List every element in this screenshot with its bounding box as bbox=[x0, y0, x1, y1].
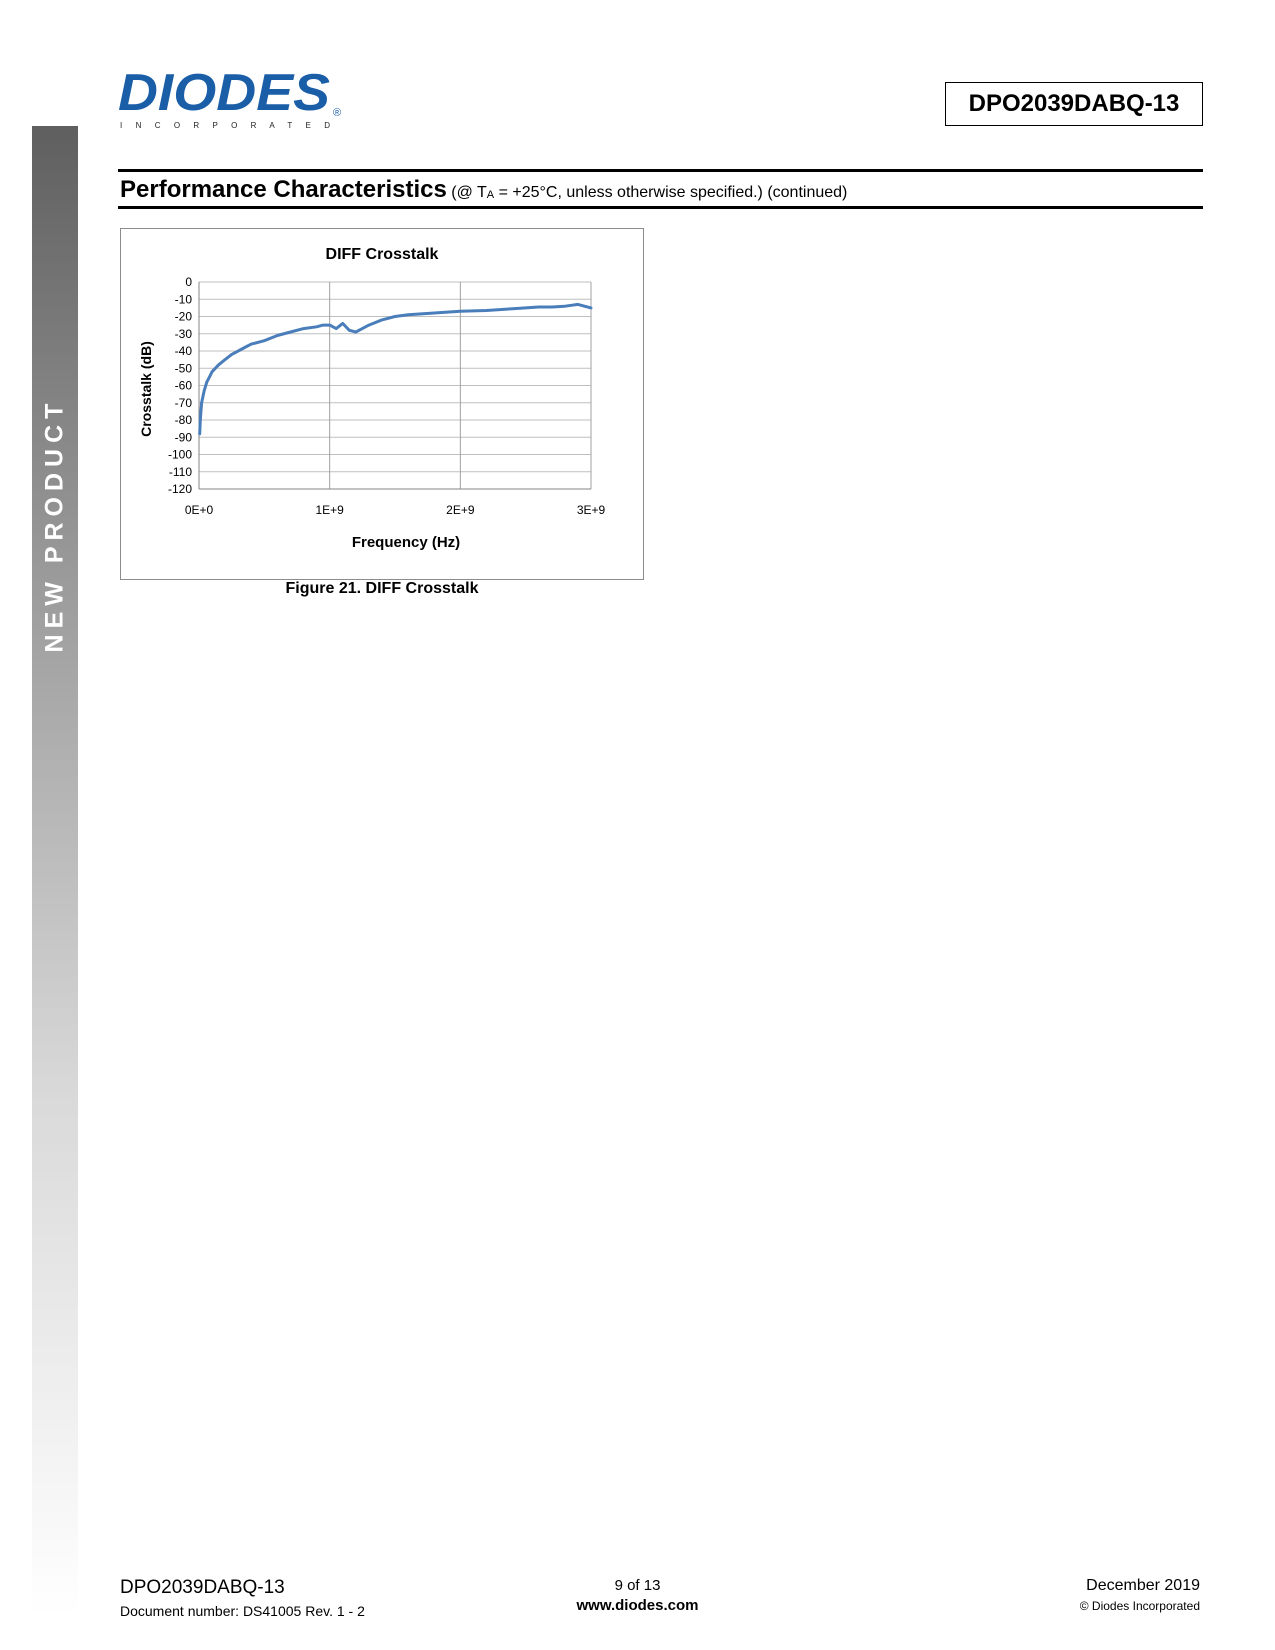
new-product-side-bar bbox=[32, 126, 78, 1616]
logo-tagline: I N C O R P O R A T E D bbox=[120, 121, 330, 130]
x-tick-label: 3E+9 bbox=[576, 503, 606, 517]
crosstalk-series-line bbox=[200, 304, 591, 433]
section-condition-prefix: (@ T bbox=[451, 184, 487, 201]
section-condition-suffix: = +25°C, unless otherwise specified.) (continued) bbox=[494, 184, 848, 201]
chart-tick-labels bbox=[168, 275, 606, 517]
chart-y-axis-label: Crosstalk (dB) bbox=[138, 341, 154, 437]
y-tick-label: -20 bbox=[174, 309, 192, 324]
chart-title: DIFF Crosstalk bbox=[325, 246, 439, 263]
figure-caption: Figure 21. DIFF Crosstalk bbox=[285, 580, 479, 597]
footer-part-number: DPO2039DABQ-13 bbox=[120, 1577, 285, 1598]
title-rule-top bbox=[118, 169, 1203, 172]
footer-date: December 2019 bbox=[1086, 1577, 1200, 1594]
chart-series bbox=[200, 304, 591, 433]
y-tick-label: -80 bbox=[174, 413, 192, 427]
new-product-label: NEW PRODUCT bbox=[40, 397, 69, 653]
x-tick-label: 0E+0 bbox=[184, 503, 214, 517]
y-tick-label: -120 bbox=[167, 482, 192, 496]
diodes-logo bbox=[118, 66, 348, 130]
y-tick-label: -30 bbox=[174, 326, 192, 341]
chart-canvas bbox=[121, 229, 643, 579]
y-tick-label: -50 bbox=[174, 361, 192, 376]
x-tick-label: 1E+9 bbox=[315, 503, 344, 517]
y-tick-label: -60 bbox=[174, 378, 192, 393]
y-tick-label: -40 bbox=[174, 344, 192, 358]
y-tick-label: -10 bbox=[174, 292, 192, 307]
title-rule-bottom bbox=[118, 206, 1203, 209]
y-tick-label: -100 bbox=[167, 447, 192, 462]
crosstalk-chart bbox=[120, 228, 644, 580]
chart-grid bbox=[199, 282, 591, 489]
section-heading: Performance Characteristics bbox=[120, 176, 447, 203]
y-tick-label: -90 bbox=[174, 430, 192, 445]
y-tick-label: -110 bbox=[168, 464, 192, 479]
logo-registered-mark: ® bbox=[333, 107, 342, 119]
logo-wordmark: DIODES bbox=[118, 66, 331, 122]
section-title bbox=[120, 176, 847, 204]
footer-document-number: Document number: DS41005 Rev. 1 - 2 bbox=[120, 1603, 365, 1619]
chart-x-axis-label: Frequency (Hz) bbox=[351, 534, 461, 551]
part-number-box: DPO2039DABQ-13 bbox=[945, 82, 1203, 126]
section-condition-subscript: A bbox=[486, 189, 495, 201]
y-tick-label: 0 bbox=[185, 275, 192, 289]
footer-website[interactable]: www.diodes.com bbox=[576, 1597, 699, 1614]
x-tick-label: 2E+9 bbox=[446, 503, 475, 517]
y-tick-label: -70 bbox=[174, 395, 192, 410]
footer-copyright: © Diodes Incorporated bbox=[1079, 1599, 1200, 1613]
footer-page-number: 9 of 13 bbox=[614, 1577, 661, 1594]
